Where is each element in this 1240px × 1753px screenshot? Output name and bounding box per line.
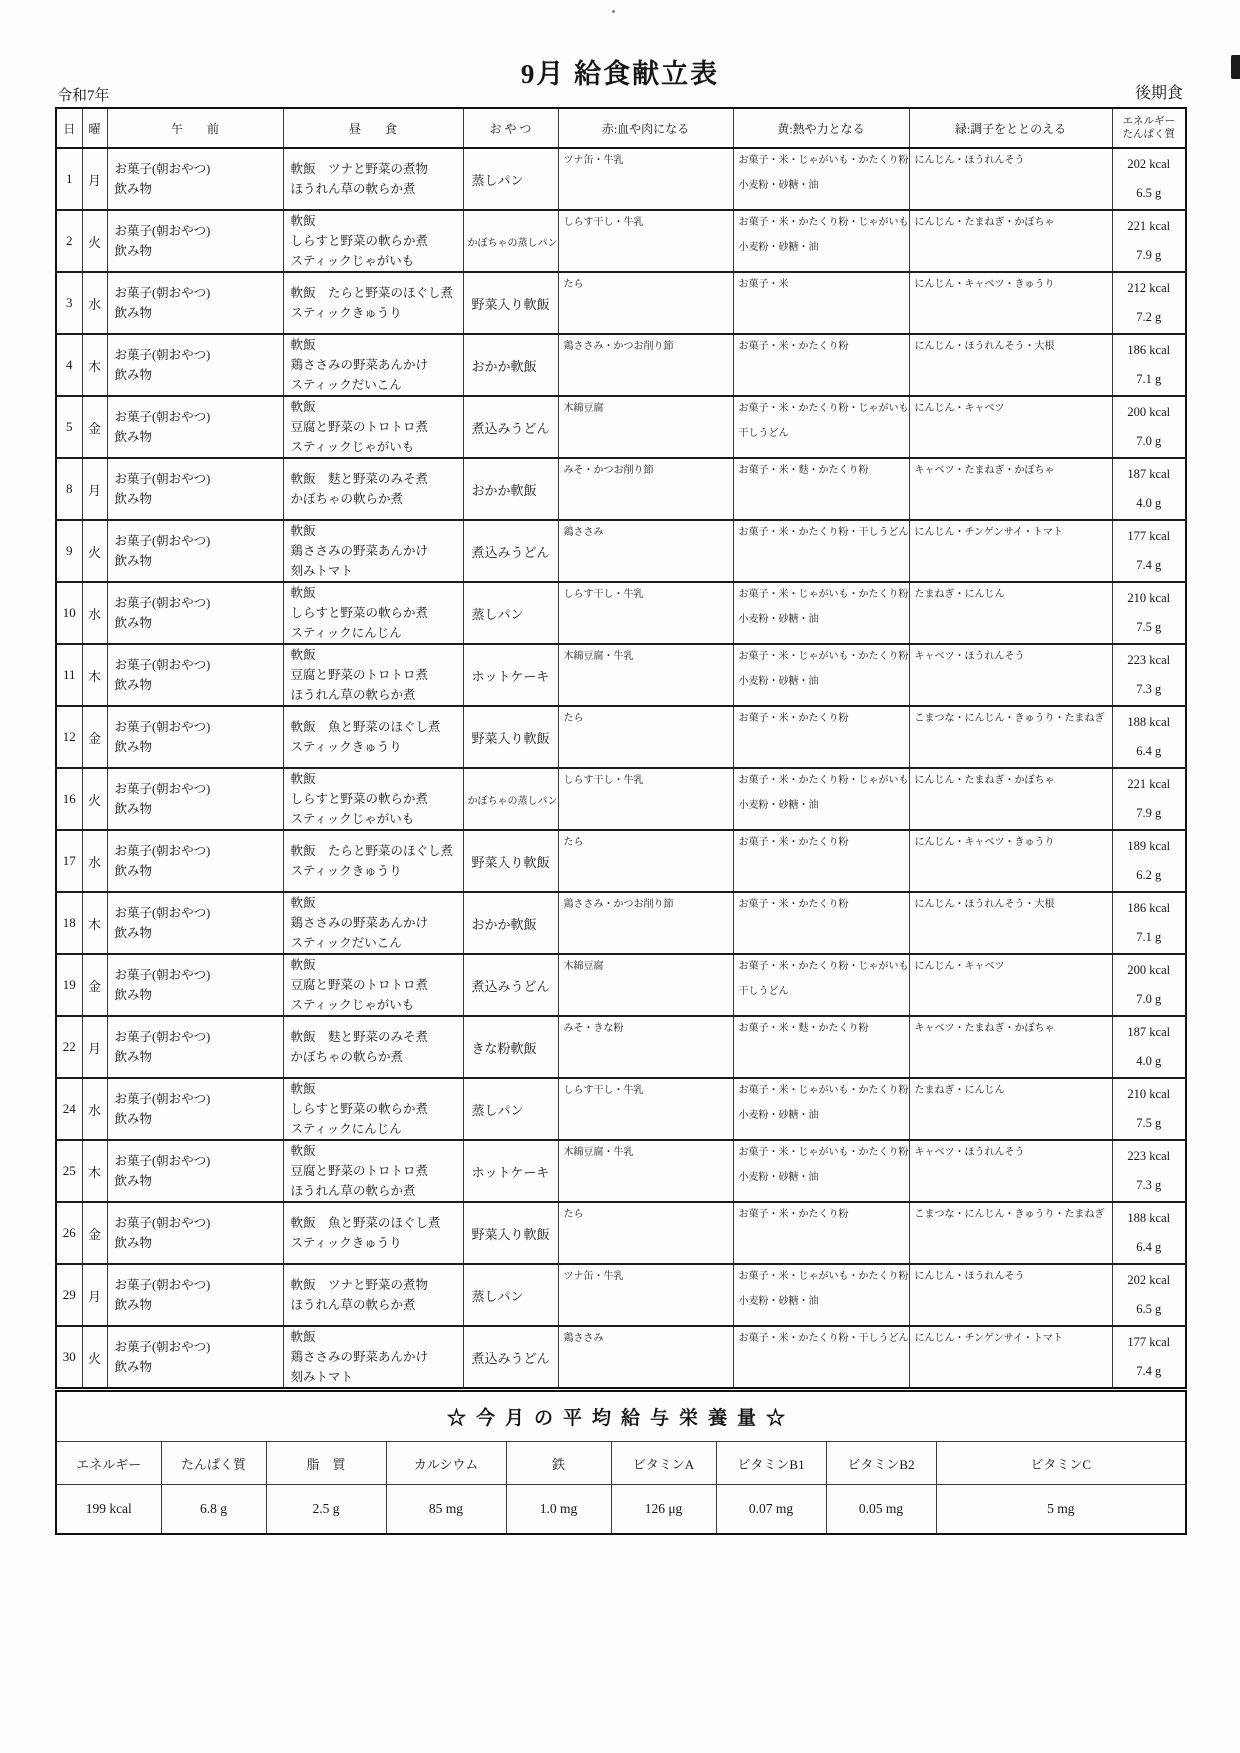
lunch-cell: 軟飯 鶏ささみの野菜あんかけ 刻みトマト — [290, 523, 429, 578]
energy-cell — [1113, 1204, 1186, 1262]
lunch-cell: 軟飯 ツナと野菜の煮物 ほうれん草の軟らか煮 — [290, 1277, 429, 1312]
lunch-cell: 軟飯 たらと野菜のほぐし煮 スティックきゅうり — [290, 843, 454, 878]
snack-cell: 蒸しパン — [471, 172, 524, 188]
weekday-cell: 木 — [82, 644, 107, 706]
menu-table — [55, 107, 1187, 1389]
lunch-cell: 軟飯 しらすと野菜の軟らか煮 スティックじゃがいも — [290, 213, 429, 268]
yellow-cell: お菓子・米・かたくり粉・じゃがいも 小麦粉・砂糖・油 — [738, 775, 909, 811]
snack-cell: 野菜入り軟飯 — [471, 296, 550, 312]
snack-cell: 蒸しパン — [471, 1102, 524, 1118]
menu-header-row — [56, 108, 1186, 148]
weekday-cell: 木 — [82, 892, 107, 954]
day-cell: 30 — [56, 1326, 82, 1388]
weekday-cell: 火 — [82, 210, 107, 272]
weekday-cell: 月 — [82, 1264, 107, 1326]
summary-header-cell: ビタミンB2 — [826, 1442, 936, 1485]
morning-cell: お菓子(朝おやつ) 飲み物 — [114, 471, 211, 506]
protein-value: 6.5 g — [1136, 186, 1162, 200]
green-cell: たまねぎ・にんじん — [914, 589, 1005, 600]
day-cell: 9 — [56, 520, 82, 582]
red-cell: たら — [563, 1209, 584, 1220]
morning-cell: お菓子(朝おやつ) 飲み物 — [114, 1153, 211, 1188]
protein-value: 6.5 g — [1136, 1302, 1162, 1316]
day-cell: 25 — [56, 1140, 82, 1202]
energy-cell — [1113, 522, 1186, 580]
lunch-cell: 軟飯 麩と野菜のみそ煮 かぼちゃの軟らか煮 — [290, 471, 429, 506]
day-cell: 29 — [56, 1264, 82, 1326]
yellow-cell: お菓子・米・かたくり粉・じゃがいも 小麦粉・砂糖・油 — [738, 217, 909, 253]
protein-value: 7.0 g — [1136, 434, 1162, 448]
kcal-value: 189 kcal — [1127, 839, 1171, 853]
summary-header-cell: たんぱく質 — [161, 1442, 266, 1485]
morning-cell: お菓子(朝おやつ) 飲み物 — [114, 1277, 211, 1312]
snack-cell: 野菜入り軟飯 — [471, 854, 550, 870]
green-cell: たまねぎ・にんじん — [914, 1085, 1005, 1096]
lunch-cell: 軟飯 しらすと野菜の軟らか煮 スティックにんじん — [290, 585, 429, 640]
summary-value-cell: 126 μg — [611, 1485, 716, 1535]
red-cell: 木綿豆腐 — [563, 961, 604, 972]
green-cell: にんじん・チンゲンサイ・トマト — [914, 527, 1063, 538]
menu-row — [56, 458, 1186, 520]
summary-header-cell: エネルギー — [56, 1442, 161, 1485]
kcal-value: 187 kcal — [1127, 467, 1171, 481]
header-energy — [1112, 108, 1186, 148]
menu-row — [56, 334, 1186, 396]
snack-cell: 煮込みうどん — [471, 544, 550, 560]
summary-table — [55, 1390, 1187, 1535]
energy-cell — [1113, 832, 1186, 890]
header-lunch: 昼 食 — [283, 108, 463, 148]
energy-cell — [1113, 1018, 1186, 1076]
day-cell: 12 — [56, 706, 82, 768]
energy-cell — [1113, 212, 1186, 270]
lunch-cell: 軟飯 たらと野菜のほぐし煮 スティックきゅうり — [290, 285, 454, 320]
header-day: 日 — [56, 108, 82, 148]
scan-dot-artifact — [612, 10, 615, 13]
yellow-cell: お菓子・米・かたくり粉・じゃがいも 干しうどん — [738, 961, 909, 997]
energy-cell — [1113, 274, 1186, 332]
snack-cell: ホットケーキ — [471, 1164, 550, 1180]
day-cell: 10 — [56, 582, 82, 644]
red-cell: しらす干し・牛乳 — [563, 775, 644, 786]
kcal-value: 223 kcal — [1127, 653, 1171, 667]
snack-cell: おかか軟飯 — [471, 482, 537, 498]
kcal-value: 210 kcal — [1127, 591, 1171, 605]
weekday-cell: 火 — [82, 1326, 107, 1388]
yellow-cell: お菓子・米・じゃがいも・かたくり粉 小麦粉・砂糖・油 — [738, 589, 909, 625]
green-cell: にんじん・ほうれんそう・大根 — [914, 899, 1055, 910]
day-cell: 1 — [56, 148, 82, 210]
snack-cell: 蒸しパン — [471, 1288, 524, 1304]
menu-row — [56, 272, 1186, 334]
lunch-cell: 軟飯 ツナと野菜の煮物 ほうれん草の軟らか煮 — [290, 161, 429, 196]
red-cell: 鶏ささみ・かつお削り節 — [563, 899, 674, 910]
kcal-value: 200 kcal — [1127, 405, 1171, 419]
era-label: 令和7年 — [57, 88, 110, 104]
morning-cell: お菓子(朝おやつ) 飲み物 — [114, 1339, 211, 1374]
menu-row — [56, 892, 1186, 954]
kcal-value: 223 kcal — [1127, 1149, 1171, 1163]
day-cell: 24 — [56, 1078, 82, 1140]
red-cell: たら — [563, 837, 584, 848]
red-cell: たら — [563, 279, 584, 290]
energy-cell — [1113, 646, 1186, 704]
menu-row — [56, 520, 1186, 582]
yellow-cell: お菓子・米・じゃがいも・かたくり粉 小麦粉・砂糖・油 — [738, 1085, 909, 1121]
green-cell: にんじん・たまねぎ・かぼちゃ — [914, 217, 1055, 228]
menu-row — [56, 1202, 1186, 1264]
energy-cell — [1113, 894, 1186, 952]
snack-cell: おかか軟飯 — [471, 358, 537, 374]
menu-row — [56, 1264, 1186, 1326]
header-energy-line2: たんぱく質 — [1122, 129, 1175, 140]
protein-value: 7.9 g — [1136, 806, 1162, 820]
weekday-cell: 火 — [82, 768, 107, 830]
menu-row — [56, 830, 1186, 892]
snack-cell: かぼちゃの蒸しパン — [467, 795, 558, 807]
menu-row — [56, 644, 1186, 706]
day-cell: 11 — [56, 644, 82, 706]
yellow-cell: お菓子・米・麩・かたくり粉 — [738, 465, 869, 476]
lunch-cell: 軟飯 魚と野菜のほぐし煮 スティックきゅうり — [290, 1215, 441, 1250]
red-cell: 鶏ささみ — [563, 1333, 604, 1344]
header-energy-line1: エネルギー — [1122, 116, 1175, 127]
energy-cell — [1113, 336, 1186, 394]
protein-value: 7.9 g — [1136, 248, 1162, 262]
summary-value-cell: 1.0 mg — [506, 1485, 611, 1535]
day-cell: 5 — [56, 396, 82, 458]
green-cell: にんじん・チンゲンサイ・トマト — [914, 1333, 1063, 1344]
kcal-value: 221 kcal — [1127, 777, 1171, 791]
lunch-cell: 軟飯 麩と野菜のみそ煮 かぼちゃの軟らか煮 — [290, 1029, 429, 1064]
summary-header-cell: ビタミンC — [936, 1442, 1186, 1485]
red-cell: 鶏ささみ — [563, 527, 604, 538]
energy-cell — [1113, 1328, 1186, 1386]
lunch-cell: 軟飯 豆腐と野菜のトロトロ煮 スティックじゃがいも — [290, 399, 429, 454]
kcal-value: 212 kcal — [1127, 281, 1171, 295]
red-cell: みそ・きな粉 — [563, 1023, 624, 1034]
snack-cell: 蒸しパン — [471, 606, 524, 622]
green-cell: にんじん・キャベツ・きゅうり — [914, 279, 1055, 290]
menu-row — [56, 582, 1186, 644]
yellow-cell: お菓子・米・麩・かたくり粉 — [738, 1023, 869, 1034]
morning-cell: お菓子(朝おやつ) 飲み物 — [114, 161, 211, 196]
red-cell: 鶏ささみ・かつお削り節 — [563, 341, 674, 352]
menu-row — [56, 1326, 1186, 1388]
kcal-value: 210 kcal — [1127, 1087, 1171, 1101]
morning-cell: お菓子(朝おやつ) 飲み物 — [114, 967, 211, 1002]
summary-value-cell: 85 mg — [386, 1485, 506, 1535]
morning-cell: お菓子(朝おやつ) 飲み物 — [114, 285, 211, 320]
menu-row — [56, 210, 1186, 272]
red-cell: しらす干し・牛乳 — [563, 1085, 644, 1096]
lunch-cell: 軟飯 豆腐と野菜のトロトロ煮 スティックじゃがいも — [290, 957, 429, 1012]
weekday-cell: 火 — [82, 520, 107, 582]
energy-cell — [1113, 1142, 1186, 1200]
summary-value-cell: 199 kcal — [56, 1485, 161, 1535]
weekday-cell: 水 — [82, 1078, 107, 1140]
weekday-cell: 月 — [82, 1016, 107, 1078]
snack-cell: 野菜入り軟飯 — [471, 1226, 550, 1242]
snack-cell: ホットケーキ — [471, 668, 550, 684]
protein-value: 6.2 g — [1136, 868, 1162, 882]
summary-header-cell: 鉄 — [506, 1442, 611, 1485]
summary-value-cell: 0.05 mg — [826, 1485, 936, 1535]
lunch-cell: 軟飯 しらすと野菜の軟らか煮 スティックにんじん — [290, 1081, 429, 1136]
header-yellow-group: 黄:熱や力となる — [733, 108, 909, 148]
green-cell: こまつな・にんじん・きゅうり・たまねぎ — [914, 713, 1105, 724]
energy-cell — [1113, 956, 1186, 1014]
energy-cell — [1113, 1266, 1186, 1324]
morning-cell: お菓子(朝おやつ) 飲み物 — [114, 223, 211, 258]
morning-cell: お菓子(朝おやつ) 飲み物 — [114, 595, 211, 630]
kcal-value: 186 kcal — [1127, 343, 1171, 357]
yellow-cell: お菓子・米・かたくり粉 — [738, 713, 849, 724]
protein-value: 7.4 g — [1136, 1364, 1162, 1378]
yellow-cell: お菓子・米・かたくり粉 — [738, 341, 849, 352]
yellow-cell: お菓子・米・かたくり粉 — [738, 1209, 849, 1220]
morning-cell: お菓子(朝おやつ) 飲み物 — [114, 347, 211, 382]
kcal-value: 221 kcal — [1127, 219, 1171, 233]
protein-value: 6.4 g — [1136, 1240, 1162, 1254]
kcal-value: 202 kcal — [1127, 1273, 1171, 1287]
yellow-cell: お菓子・米・じゃがいも・かたくり粉 小麦粉・砂糖・油 — [738, 1271, 909, 1307]
weekday-cell: 水 — [82, 582, 107, 644]
menu-row — [56, 396, 1186, 458]
green-cell: キャベツ・ほうれんそう — [914, 651, 1025, 662]
red-cell: 木綿豆腐 — [563, 403, 604, 414]
day-cell: 22 — [56, 1016, 82, 1078]
morning-cell: お菓子(朝おやつ) 飲み物 — [114, 657, 211, 692]
red-cell: ツナ缶・牛乳 — [563, 1271, 624, 1282]
yellow-cell: お菓子・米・かたくり粉・干しうどん — [738, 527, 909, 538]
energy-cell — [1113, 460, 1186, 518]
weekday-cell: 水 — [82, 830, 107, 892]
weekday-cell: 木 — [82, 1140, 107, 1202]
protein-value: 7.4 g — [1136, 558, 1162, 572]
energy-cell — [1113, 398, 1186, 456]
menu-row — [56, 954, 1186, 1016]
summary-value-cell: 0.07 mg — [716, 1485, 826, 1535]
morning-cell: お菓子(朝おやつ) 飲み物 — [114, 1029, 211, 1064]
protein-value: 7.2 g — [1136, 310, 1162, 324]
header-weekday: 曜 — [82, 108, 107, 148]
weekday-cell: 金 — [82, 706, 107, 768]
day-cell: 18 — [56, 892, 82, 954]
menu-row — [56, 148, 1186, 210]
summary-header-cell: カルシウム — [386, 1442, 506, 1485]
summary-header-cell: ビタミンA — [611, 1442, 716, 1485]
weekday-cell: 木 — [82, 334, 107, 396]
weekday-cell: 金 — [82, 1202, 107, 1264]
summary-value-cell: 6.8 g — [161, 1485, 266, 1535]
day-cell: 2 — [56, 210, 82, 272]
protein-value: 7.0 g — [1136, 992, 1162, 1006]
green-cell: にんじん・キャベツ — [914, 403, 1005, 414]
protein-value: 6.4 g — [1136, 744, 1162, 758]
morning-cell: お菓子(朝おやつ) 飲み物 — [114, 781, 211, 816]
protein-value: 7.1 g — [1136, 930, 1162, 944]
green-cell: こまつな・にんじん・きゅうり・たまねぎ — [914, 1209, 1105, 1220]
red-cell: 木綿豆腐・牛乳 — [563, 1147, 634, 1158]
header-snack: お や つ — [463, 108, 558, 148]
red-cell: 木綿豆腐・牛乳 — [563, 651, 634, 662]
red-cell: ツナ缶・牛乳 — [563, 155, 624, 166]
summary-header-cell: 脂 質 — [266, 1442, 386, 1485]
lunch-cell: 軟飯 鶏ささみの野菜あんかけ スティックだいこん — [290, 895, 429, 950]
meal-stage-label: 後期食 — [1134, 85, 1183, 102]
green-cell: にんじん・キャベツ・きゅうり — [914, 837, 1055, 848]
weekday-cell: 金 — [82, 396, 107, 458]
snack-cell: 煮込みうどん — [471, 1350, 550, 1366]
green-cell: にんじん・ほうれんそう — [914, 155, 1025, 166]
menu-row — [56, 768, 1186, 830]
morning-cell: お菓子(朝おやつ) 飲み物 — [114, 843, 211, 878]
yellow-cell: お菓子・米 — [738, 279, 789, 290]
protein-value: 4.0 g — [1136, 496, 1162, 510]
kcal-value: 188 kcal — [1127, 715, 1171, 729]
energy-cell — [1113, 150, 1186, 208]
morning-cell: お菓子(朝おやつ) 飲み物 — [114, 409, 211, 444]
day-cell: 4 — [56, 334, 82, 396]
snack-cell: 煮込みうどん — [471, 978, 550, 994]
morning-cell: お菓子(朝おやつ) 飲み物 — [114, 905, 211, 940]
weekday-cell: 水 — [82, 272, 107, 334]
header-green-group: 緑:調子をととのえる — [909, 108, 1112, 148]
snack-cell: かぼちゃの蒸しパン — [467, 237, 558, 249]
kcal-value: 188 kcal — [1127, 1211, 1171, 1225]
kcal-value: 177 kcal — [1127, 529, 1171, 543]
summary-title-row — [56, 1391, 1186, 1442]
yellow-cell: お菓子・米・かたくり粉 — [738, 899, 849, 910]
summary-title: ☆今月の平均給与栄養量☆ — [56, 1391, 1186, 1442]
red-cell: しらす干し・牛乳 — [563, 589, 644, 600]
summary-header-row — [56, 1442, 1186, 1485]
protein-value: 7.5 g — [1136, 1116, 1162, 1130]
page-title: 9月 給食献立表 — [520, 59, 720, 89]
day-cell: 3 — [56, 272, 82, 334]
menu-rows — [56, 148, 1186, 1388]
menu-row — [56, 1078, 1186, 1140]
green-cell: にんじん・ほうれんそう・大根 — [914, 341, 1055, 352]
menu-row — [56, 1140, 1186, 1202]
day-cell: 17 — [56, 830, 82, 892]
snack-cell: きな粉軟飯 — [471, 1040, 537, 1056]
green-cell: キャベツ・ほうれんそう — [914, 1147, 1025, 1158]
day-cell: 26 — [56, 1202, 82, 1264]
lunch-cell: 軟飯 しらすと野菜の軟らか煮 スティックじゃがいも — [290, 771, 429, 826]
weekday-cell: 月 — [82, 458, 107, 520]
menu-row — [56, 706, 1186, 768]
yellow-cell: お菓子・米・かたくり粉・じゃがいも 干しうどん — [738, 403, 909, 439]
morning-cell: お菓子(朝おやつ) 飲み物 — [114, 1215, 211, 1250]
protein-value: 7.3 g — [1136, 1178, 1162, 1192]
weekday-cell: 月 — [82, 148, 107, 210]
red-cell: たら — [563, 713, 584, 724]
day-cell: 16 — [56, 768, 82, 830]
green-cell: にんじん・キャベツ — [914, 961, 1005, 972]
kcal-value: 187 kcal — [1127, 1025, 1171, 1039]
yellow-cell: お菓子・米・かたくり粉 — [738, 837, 849, 848]
green-cell: にんじん・ほうれんそう — [914, 1271, 1025, 1282]
energy-cell — [1113, 1080, 1186, 1138]
snack-cell: 野菜入り軟飯 — [471, 730, 550, 746]
kcal-value: 186 kcal — [1127, 901, 1171, 915]
protein-value: 7.3 g — [1136, 682, 1162, 696]
weekday-cell: 金 — [82, 954, 107, 1016]
lunch-cell: 軟飯 豆腐と野菜のトロトロ煮 ほうれん草の軟らか煮 — [290, 1143, 429, 1198]
morning-cell: お菓子(朝おやつ) 飲み物 — [114, 1091, 211, 1126]
summary-header-cell: ビタミンB1 — [716, 1442, 826, 1485]
energy-cell — [1113, 584, 1186, 642]
green-cell: にんじん・たまねぎ・かぼちゃ — [914, 775, 1055, 786]
menu-row — [56, 1016, 1186, 1078]
yellow-cell: お菓子・米・じゃがいも・かたくり粉 小麦粉・砂糖・油 — [738, 651, 909, 687]
summary-value-cell: 2.5 g — [266, 1485, 386, 1535]
summary-value-row — [56, 1485, 1186, 1535]
kcal-value: 200 kcal — [1127, 963, 1171, 977]
snack-cell: おかか軟飯 — [471, 916, 537, 932]
red-cell: みそ・かつお削り節 — [563, 465, 654, 476]
header-morning: 午 前 — [107, 108, 283, 148]
protein-value: 4.0 g — [1136, 1054, 1162, 1068]
yellow-cell: お菓子・米・じゃがいも・かたくり粉 小麦粉・砂糖・油 — [738, 155, 909, 191]
lunch-cell: 軟飯 鶏ささみの野菜あんかけ 刻みトマト — [290, 1329, 429, 1384]
green-cell: キャベツ・たまねぎ・かぼちゃ — [914, 465, 1055, 476]
header-red-group: 赤:血や肉になる — [558, 108, 733, 148]
red-cell: しらす干し・牛乳 — [563, 217, 644, 228]
day-cell: 19 — [56, 954, 82, 1016]
morning-cell: お菓子(朝おやつ) 飲み物 — [114, 719, 211, 754]
lunch-cell: 軟飯 鶏ささみの野菜あんかけ スティックだいこん — [290, 337, 429, 392]
lunch-cell: 軟飯 豆腐と野菜のトロトロ煮 ほうれん草の軟らか煮 — [290, 647, 429, 702]
yellow-cell: お菓子・米・じゃがいも・かたくり粉 小麦粉・砂糖・油 — [738, 1147, 909, 1183]
morning-cell: お菓子(朝おやつ) 飲み物 — [114, 533, 211, 568]
kcal-value: 202 kcal — [1127, 157, 1171, 171]
protein-value: 7.1 g — [1136, 372, 1162, 386]
snack-cell: 煮込みうどん — [471, 420, 550, 436]
protein-value: 7.5 g — [1136, 620, 1162, 634]
summary-value-cell: 5 mg — [936, 1485, 1186, 1535]
energy-cell — [1113, 708, 1186, 766]
kcal-value: 177 kcal — [1127, 1335, 1171, 1349]
lunch-cell: 軟飯 魚と野菜のほぐし煮 スティックきゅうり — [290, 719, 441, 754]
green-cell: キャベツ・たまねぎ・かぼちゃ — [914, 1023, 1055, 1034]
energy-cell — [1113, 770, 1186, 828]
yellow-cell: お菓子・米・かたくり粉・干しうどん — [738, 1333, 909, 1344]
day-cell: 8 — [56, 458, 82, 520]
